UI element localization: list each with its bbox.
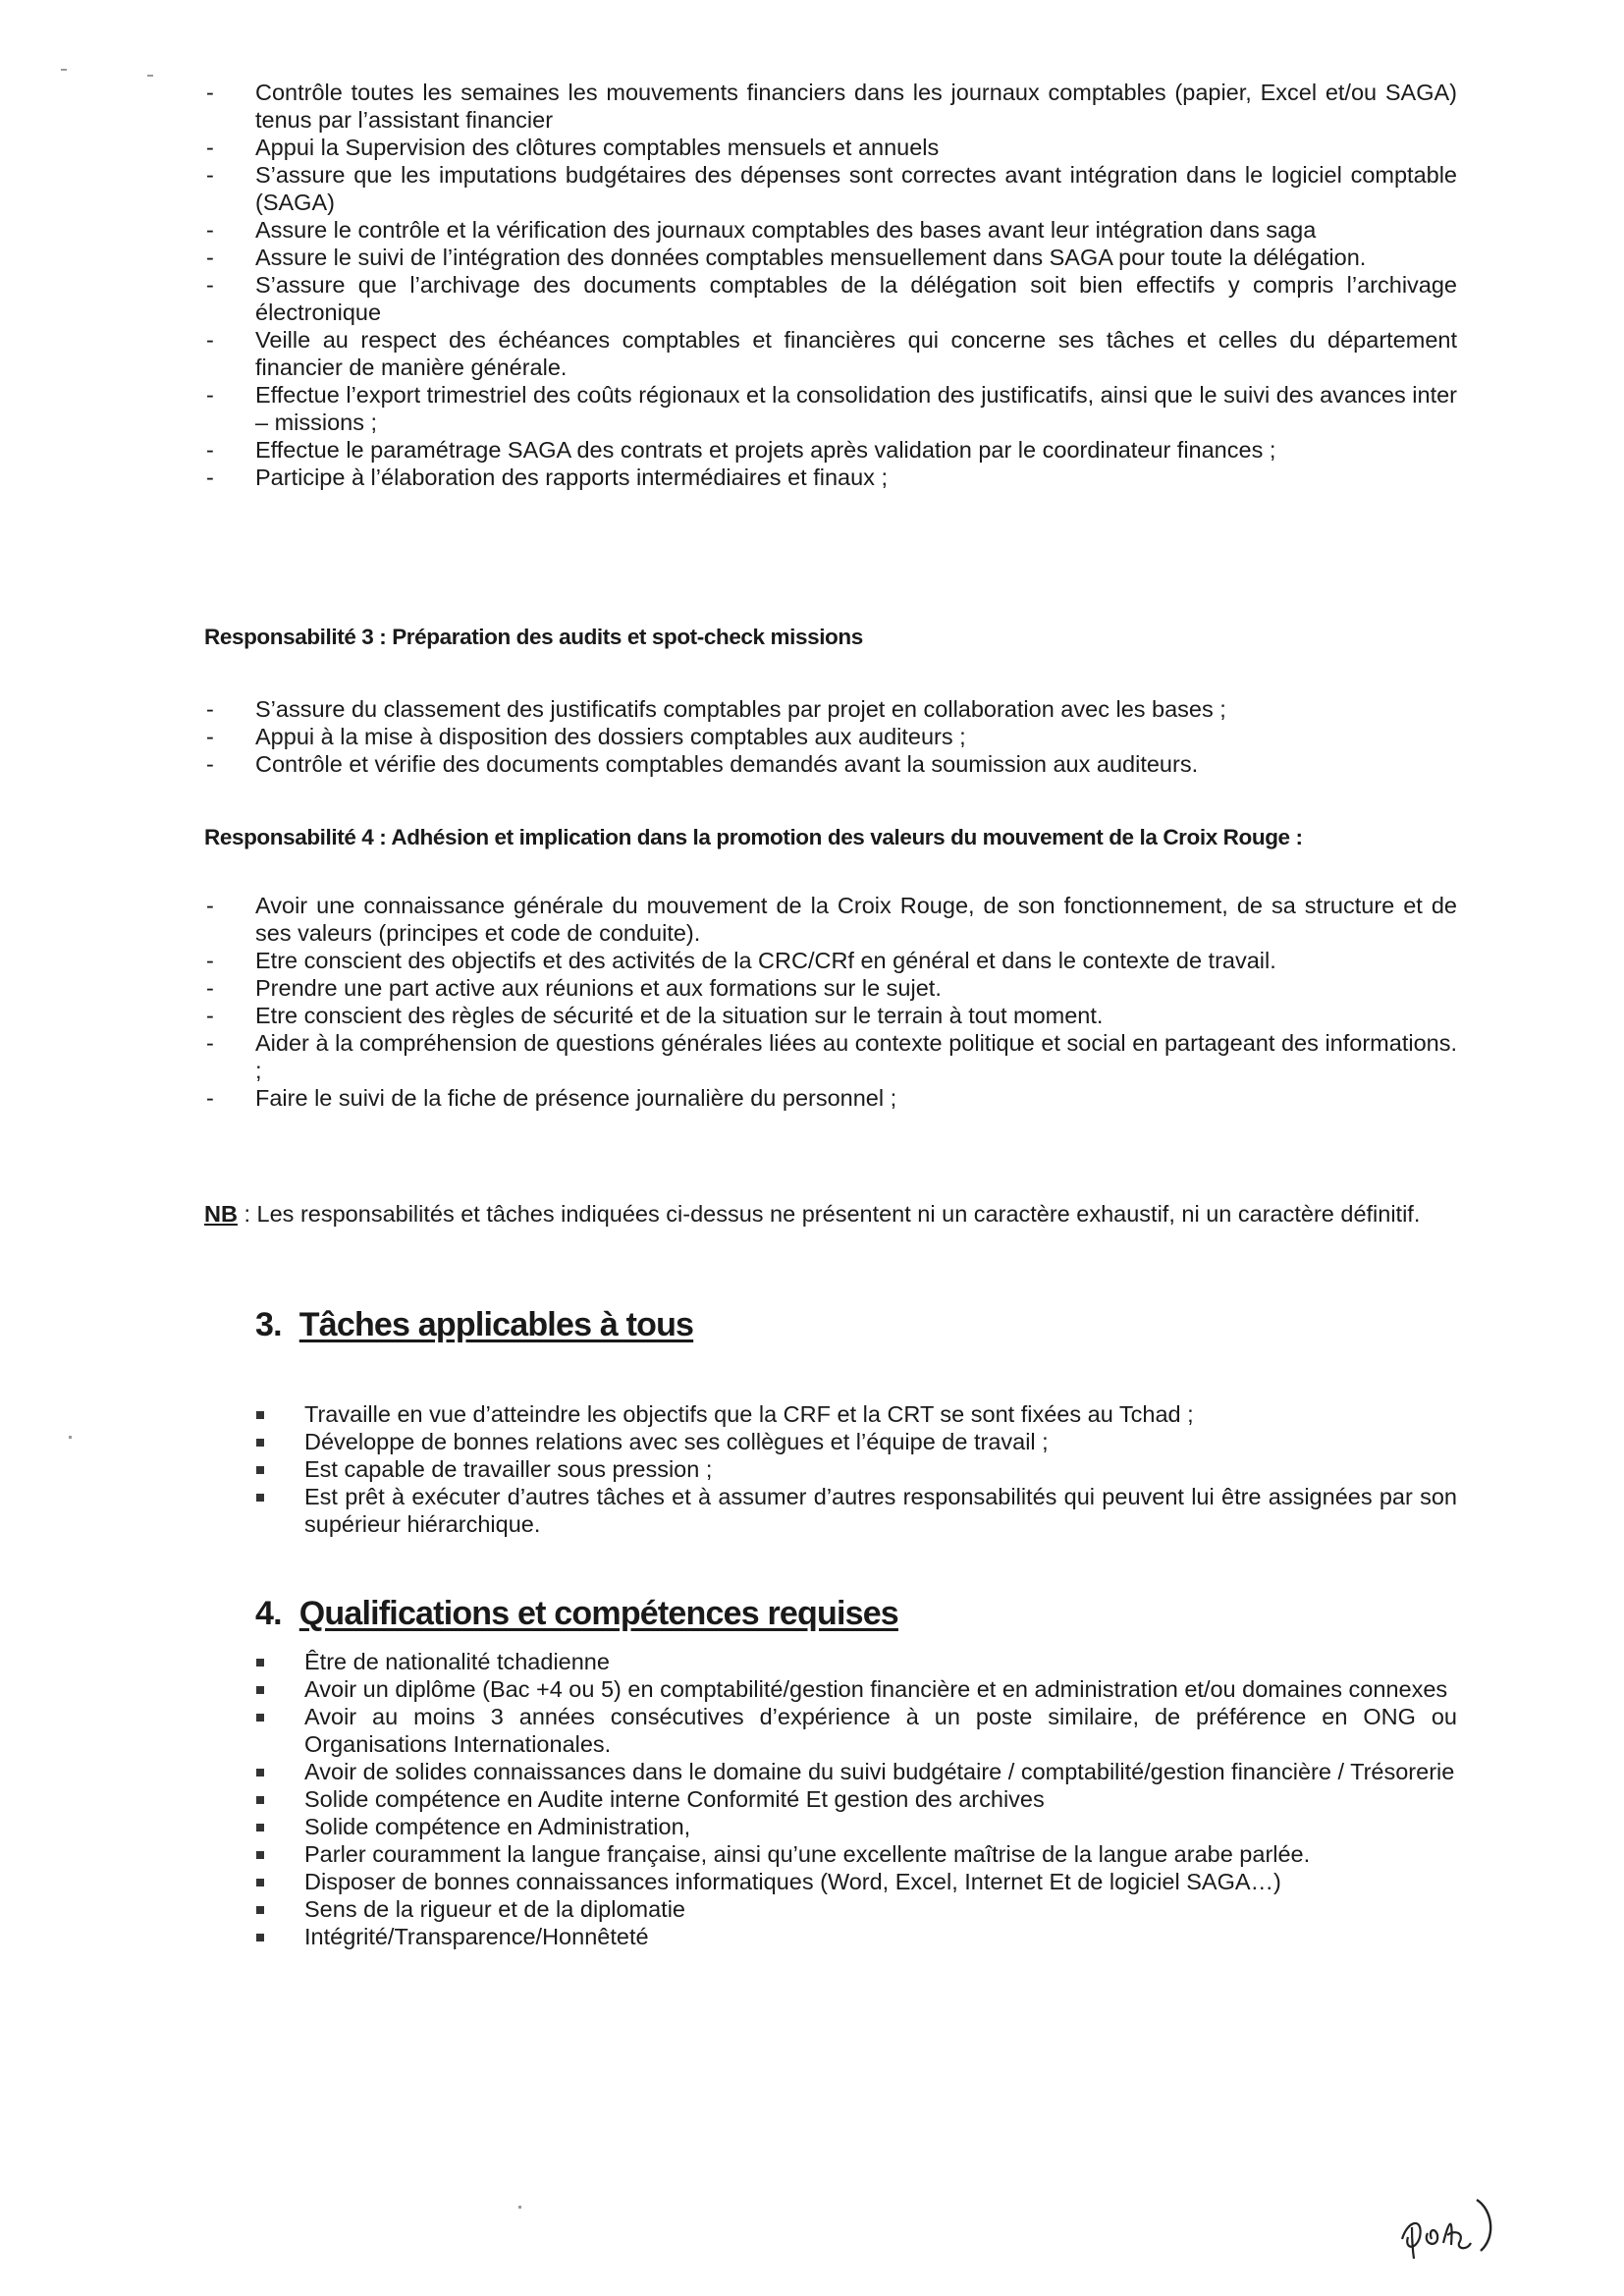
scan-speck: [147, 75, 153, 77]
list-item: - S’assure du classement des justificatifs comptables par projet en collaboration avec les bases ;: [204, 695, 1457, 723]
scan-speck: [518, 2206, 521, 2209]
list-item: - Contrôle toutes les semaines les mouvements financiers dans les journaux comptables (papier, Excel et/ou SAGA) tenus par l’assistant financier: [204, 79, 1457, 134]
list-item: Disposer de bonnes connaissances informatiques (Word, Excel, Internet Et de logiciel SAGA…): [204, 1868, 1457, 1895]
responsibility-3-list: [204, 695, 1457, 778]
signature-initials-icon: [1394, 2180, 1502, 2269]
list-item: - Faire le suivi de la fiche de présence journalière du personnel ;: [204, 1084, 1457, 1112]
list-item: Solide compétence en Administration,: [204, 1813, 1457, 1840]
responsibility-4-list: [204, 892, 1457, 1112]
scan-speck: [69, 1436, 72, 1439]
nb-note: [204, 1200, 1457, 1228]
list-item: - S’assure que l’archivage des documents comptables de la délégation soit bien effectifs y compris l’archivage électronique: [204, 271, 1457, 326]
list-item: - Prendre une part active aux réunions et aux formations sur le sujet.: [204, 974, 1457, 1002]
list-item: - Effectue l’export trimestriel des coûts régionaux et la consolidation des justificatifs, ainsi que le suivi des avances inter – missions ;: [204, 381, 1457, 436]
nb-text: : Les responsabilités et tâches indiquées ci-dessus ne présentent ni un caractère exhaustif, ni un caractère définitif.: [237, 1201, 1421, 1227]
list-item: - S’assure que les imputations budgétaires des dépenses sont correctes avant intégration dans le logiciel comptable (SAGA): [204, 161, 1457, 216]
section-4-block: [204, 1648, 1457, 1950]
responsibility-tasks-block: [204, 79, 1457, 491]
scan-speck: [61, 69, 67, 71]
list-item: - Assure le suivi de l’intégration des données comptables mensuellement dans SAGA pour toute la délégation.: [204, 244, 1457, 271]
responsibility-3-block: [204, 695, 1457, 778]
responsibility-4-block: [204, 892, 1457, 1112]
list-item: Avoir de solides connaissances dans le domaine du suivi budgétaire / comptabilité/gestion financière / Trésorerie: [204, 1758, 1457, 1785]
section-3-title-text: Tâches applicables à tous: [298, 1306, 694, 1343]
list-item: Avoir un diplôme (Bac +4 ou 5) en comptabilité/gestion financière et en administration et/ou domaines connexes: [204, 1675, 1457, 1703]
list-item: Solide compétence en Audite interne Conformité Et gestion des archives: [204, 1785, 1457, 1813]
list-item: - Veille au respect des échéances comptables et financières qui concerne ses tâches et celles du département financier de manière générale.: [204, 326, 1457, 381]
list-item: - Appui à la mise à disposition des dossiers comptables aux auditeurs ;: [204, 723, 1457, 750]
list-item: - Avoir une connaissance générale du mouvement de la Croix Rouge, de son fonctionnement, de sa structure et de ses valeurs (principes et code de conduite).: [204, 892, 1457, 947]
list-item: Sens de la rigueur et de la diplomatie: [204, 1895, 1457, 1923]
list-item: Travaille en vue d’atteindre les objectifs que la CRF et la CRT se sont fixées au Tchad ;: [204, 1400, 1457, 1428]
section-3-block: [204, 1400, 1457, 1538]
responsibility-task-list: [204, 79, 1457, 491]
section-4-list: [204, 1648, 1457, 1950]
list-item: Être de nationalité tchadienne: [204, 1648, 1457, 1675]
list-item: Développe de bonnes relations avec ses collègues et l’équipe de travail ;: [204, 1428, 1457, 1455]
section-4-number: 4.: [255, 1595, 282, 1632]
list-item: - Assure le contrôle et la vérification des journaux comptables des bases avant leur intégration dans saga: [204, 216, 1457, 244]
list-item: - Contrôle et vérifie des documents comptables demandés avant la soumission aux auditeurs.: [204, 750, 1457, 778]
list-item: - Etre conscient des règles de sécurité et de la situation sur le terrain à tout moment.: [204, 1002, 1457, 1029]
list-item: Parler couramment la langue française, ainsi qu’une excellente maîtrise de la langue arabe parlée.: [204, 1840, 1457, 1868]
list-item: Intégrité/Transparence/Honnêteté: [204, 1923, 1457, 1950]
list-item: - Aider à la compréhension de questions générales liées au contexte politique et social en partageant des informations. ;: [204, 1029, 1457, 1084]
section-4-title: [255, 1595, 898, 1633]
section-3-list: [204, 1400, 1457, 1538]
section-4-title-text: Qualifications et compétences requises: [298, 1595, 898, 1632]
responsibility-4-heading: Responsabilité 4 : Adhésion et implication dans la promotion des valeurs du mouvement de la Croix Rouge :: [204, 825, 1303, 849]
list-item: Avoir au moins 3 années consécutives d’expérience à un poste similaire, de préférence en ONG ou Organisations Internationales.: [204, 1703, 1457, 1758]
responsibility-3-heading: Responsabilité 3 : Préparation des audits et spot-check missions: [204, 625, 863, 649]
section-3-number: 3.: [255, 1306, 282, 1343]
list-item: Est prêt à exécuter d’autres tâches et à assumer d’autres responsabilités qui peuvent lui être assignées par son supérieur hiérarchique.: [204, 1483, 1457, 1538]
list-item: - Effectue le paramétrage SAGA des contrats et projets après validation par le coordinateur finances ;: [204, 436, 1457, 464]
list-item: - Appui la Supervision des clôtures comptables mensuels et annuels: [204, 134, 1457, 161]
list-item: Est capable de travailler sous pression ;: [204, 1455, 1457, 1483]
nb-label: NB: [204, 1201, 238, 1227]
list-item: - Participe à l’élaboration des rapports intermédiaires et finaux ;: [204, 464, 1457, 491]
section-3-title: [255, 1306, 693, 1344]
list-item: - Etre conscient des objectifs et des activités de la CRC/CRf en général et dans le contexte de travail.: [204, 947, 1457, 974]
